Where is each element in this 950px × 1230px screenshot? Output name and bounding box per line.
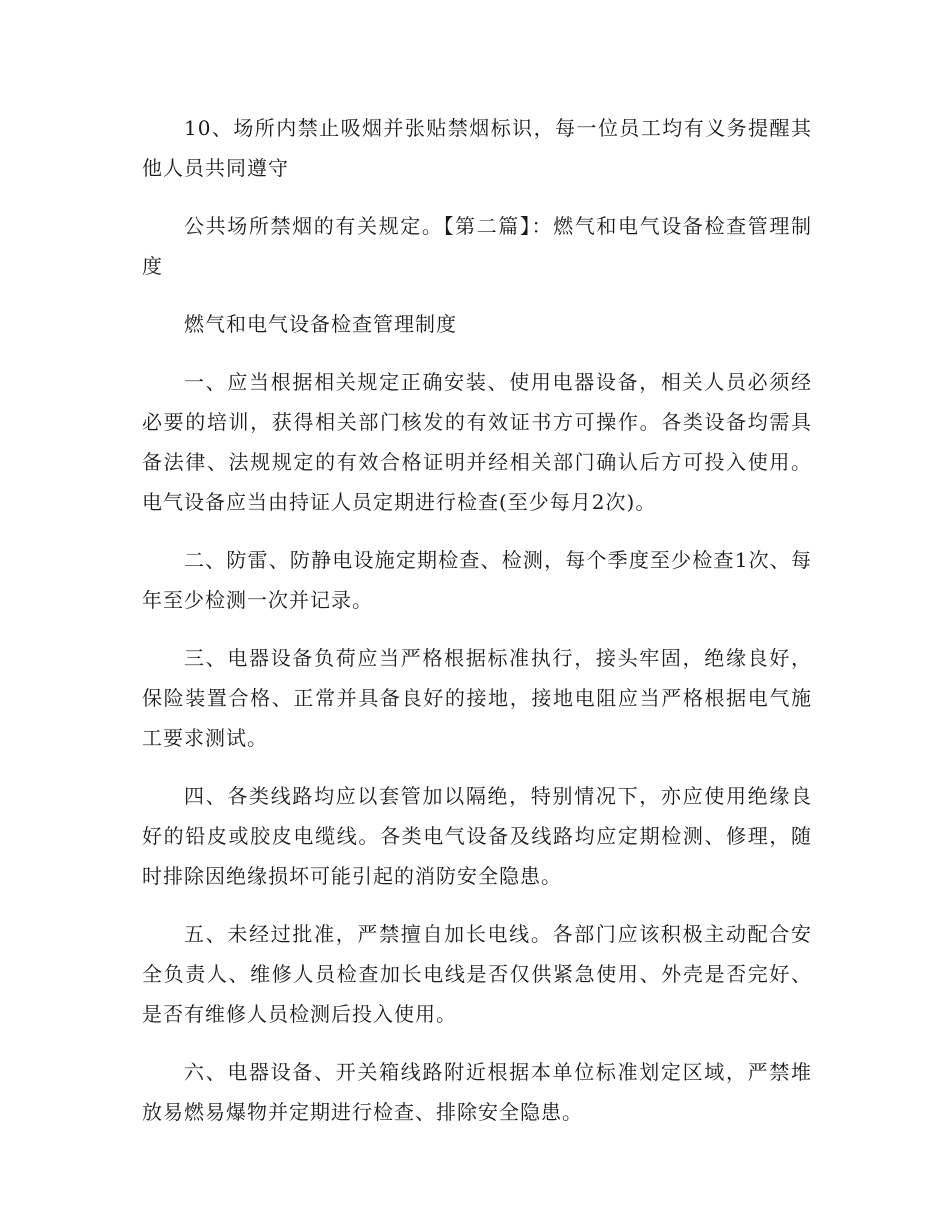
paragraph-item-4: 四、各类线路均应以套管加以隔绝，特别情况下，亦应使用绝缘良好的铅皮或胶皮电缆线。各类电气设备及线路均应定期检测、修理，随时排除因绝缘损坏可能引起的消防安全隐患。 <box>142 784 812 888</box>
paragraph-no-smoking-rule: 10、场所内禁止吸烟并张贴禁烟标识，每一位员工均有义务提醒其他人员共同遵守 <box>142 116 812 180</box>
document-page <box>142 108 812 1150</box>
paragraph-item-1: 一、应当根据相关规定正确安装、使用电器设备，相关人员必须经必要的培训，获得相关部门核发的有效证书方可操作。各类设备均需具备法律、法规规定的有效合格证明并经相关部门确认后方可投入使用。电气设备应当由持证人员定期进行检查(至少每月2次)。 <box>142 370 812 514</box>
paragraph-item-5: 五、未经过批准，严禁擅自加长电线。各部门应该积极主动配合安全负责人、维修人员检查加长电线是否仅供紧急使用、外壳是否完好、是否有维修人员检测后投入使用。 <box>142 922 812 1026</box>
paragraph-item-6: 六、电器设备、开关箱线路附近根据本单位标准划定区域，严禁堆放易燃易爆物并定期进行检查、排除安全隐患。 <box>142 1060 812 1124</box>
paragraph-title: 燃气和电气设备检查管理制度 <box>184 312 457 336</box>
paragraph-section-heading: 公共场所禁烟的有关规定。【第二篇】：燃气和电气设备检查管理制度 <box>142 214 812 278</box>
paragraph-item-3: 三、电器设备负荷应当严格根据标准执行，接头牢固，绝缘良好，保险装置合格、正常并具备良好的接地，接地电阻应当严格根据电气施工要求测试。 <box>142 646 812 750</box>
paragraph-item-2: 二、防雷、防静电设施定期检查、检测，每个季度至少检查1次、每年至少检测一次并记录。 <box>142 548 812 612</box>
